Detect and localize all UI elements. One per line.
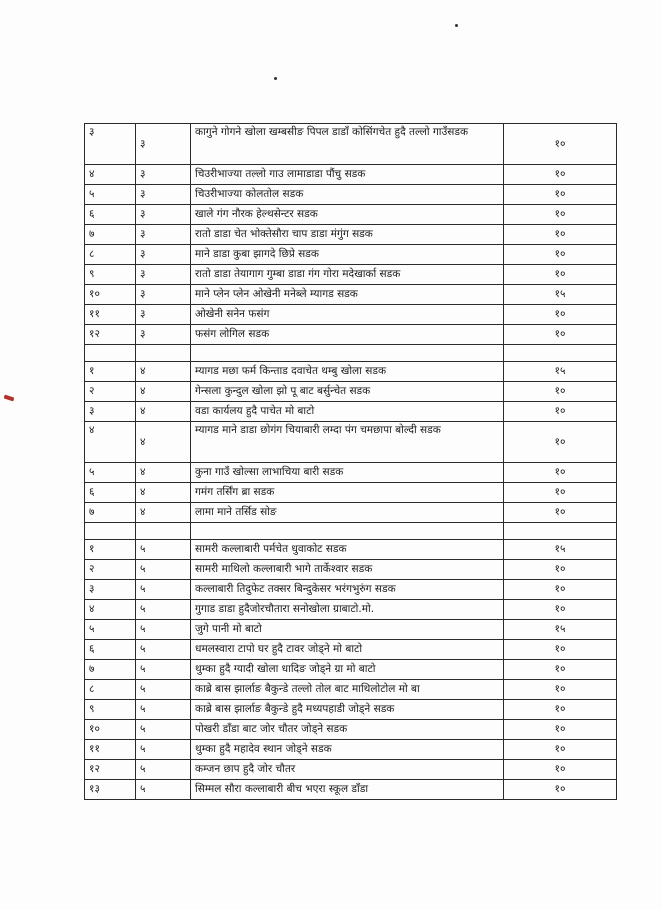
- project-name-cell: जुगे पानी मो बाटो: [191, 620, 504, 640]
- project-name-cell: गुगाड डाडा हुदैजोरचौतारा सनोखोला ग्राबाटो.मो.: [191, 600, 504, 620]
- ward-number-cell: ४: [136, 362, 191, 382]
- amount-cell: १०: [504, 503, 617, 523]
- project-name-cell: गमंग तर्सिंग ब्रा सडक: [191, 483, 504, 503]
- table-row: [85, 540, 617, 560]
- table-row: [85, 780, 617, 800]
- amount-cell: १०: [504, 483, 617, 503]
- project-name-cell: पोखरी डाँडा बाट जोर चौतर जोड्ने सडक: [191, 720, 504, 740]
- table-row: [85, 382, 617, 402]
- section-spacer-row: [85, 523, 617, 540]
- ward-number-cell: ३: [136, 265, 191, 285]
- serial-number-cell: ६: [85, 483, 136, 503]
- ward-number-cell: ३: [136, 245, 191, 265]
- ward-number-cell: ३: [136, 165, 191, 185]
- amount-cell: १०: [504, 402, 617, 422]
- serial-number-cell: ६: [85, 640, 136, 660]
- table-row: [85, 225, 617, 245]
- project-name-cell: वडा कार्यलय हुदै पाचेत मो बाटो: [191, 402, 504, 422]
- project-name-cell: सामरी माथिलो कल्लाबारी भागे तार्केश्वार सडक: [191, 560, 504, 580]
- amount-cell: १०: [504, 780, 617, 800]
- amount-cell: १०: [504, 245, 617, 265]
- table-row: [85, 660, 617, 680]
- table-row: [85, 422, 617, 463]
- amount-cell: १०: [504, 265, 617, 285]
- table-row: [85, 680, 617, 700]
- ward-number-cell: ५: [136, 760, 191, 780]
- serial-number-cell: २: [85, 560, 136, 580]
- serial-number-cell: ११: [85, 740, 136, 760]
- table-row: [85, 305, 617, 325]
- project-name-cell: कुना गाउँ खोल्सा लाभाचिया बारी सडक: [191, 463, 504, 483]
- serial-number-cell: २: [85, 382, 136, 402]
- ward-number-cell: ५: [136, 600, 191, 620]
- amount-cell: १०: [504, 382, 617, 402]
- empty-cell: [85, 523, 136, 540]
- serial-number-cell: ४: [85, 600, 136, 620]
- serial-number-cell: ७: [85, 503, 136, 523]
- amount-cell: १०: [504, 680, 617, 700]
- project-name-cell: फसंग लोगिल सडक: [191, 325, 504, 345]
- amount-cell: १०: [504, 463, 617, 483]
- ward-number-cell: ३: [136, 325, 191, 345]
- empty-cell: [85, 345, 136, 362]
- project-table: [84, 123, 617, 800]
- project-name-cell: ओखेनी सनेन फसंग: [191, 305, 504, 325]
- serial-number-cell: १२: [85, 760, 136, 780]
- table-row: [85, 483, 617, 503]
- serial-number-cell: १३: [85, 780, 136, 800]
- amount-cell: १०: [504, 205, 617, 225]
- ward-number-cell: ४: [136, 483, 191, 503]
- amount-cell: १०: [504, 760, 617, 780]
- ward-number-cell: ५: [136, 660, 191, 680]
- amount-cell: १०: [504, 600, 617, 620]
- project-name-cell: म्यागड मछा फर्म किन्ताड दवाचेत थम्बु खोला सडक: [191, 362, 504, 382]
- table-row: [85, 640, 617, 660]
- amount-cell: १०: [504, 305, 617, 325]
- ward-number-cell: ३: [136, 205, 191, 225]
- margin-mark: [4, 395, 15, 402]
- project-name-cell: माने प्लेन प्लेन ओखेनी मनेब्ले म्यागड सडक: [191, 285, 504, 305]
- table-row: [85, 700, 617, 720]
- ward-number-cell: ३: [136, 285, 191, 305]
- ward-number-cell: ५: [136, 540, 191, 560]
- amount-cell: १०: [504, 660, 617, 680]
- ward-number-cell: ५: [136, 640, 191, 660]
- table-row: [85, 265, 617, 285]
- ward-number-cell: ४: [136, 422, 191, 463]
- table-row: [85, 560, 617, 580]
- table-row: [85, 185, 617, 205]
- serial-number-cell: ४: [85, 422, 136, 463]
- serial-number-cell: ४: [85, 165, 136, 185]
- amount-cell: १०: [504, 580, 617, 600]
- table-row: [85, 402, 617, 422]
- project-name-cell: काब्रे बास झार्लाङ बैकुन्डे तल्लो तोल बाट माथिलोटोल मो बा: [191, 680, 504, 700]
- serial-number-cell: ७: [85, 660, 136, 680]
- empty-cell: [504, 523, 617, 540]
- amount-cell: १०: [504, 165, 617, 185]
- table-row: [85, 463, 617, 483]
- serial-number-cell: ५: [85, 463, 136, 483]
- project-name-cell: माने डाडा कुबा झागदे छिप्रे सडक: [191, 245, 504, 265]
- empty-cell: [504, 345, 617, 362]
- empty-cell: [136, 523, 191, 540]
- table-row: [85, 580, 617, 600]
- serial-number-cell: १०: [85, 285, 136, 305]
- serial-number-cell: १: [85, 362, 136, 382]
- scan-speck: [274, 77, 277, 80]
- project-name-cell: सामरी कल्लाबारी पर्मचेत धुवाकोट सडक: [191, 540, 504, 560]
- amount-cell: १०: [504, 185, 617, 205]
- table-row: [85, 245, 617, 265]
- serial-number-cell: ११: [85, 305, 136, 325]
- amount-cell: १५: [504, 620, 617, 640]
- serial-number-cell: ३: [85, 580, 136, 600]
- table-row: [85, 165, 617, 185]
- project-name-cell: कम्जन छाप हुदै जोर चौतर: [191, 760, 504, 780]
- project-name-cell: रातो डाडा तेयागाग गुम्बा डाडा गंग गोरा मदेखार्का सडक: [191, 265, 504, 285]
- project-name-cell: कागुने गोगने खोला खम्बसीङ पिपल डाडाँ कोसिंगचेत हुदै तल्लो गाउँसडक: [191, 124, 504, 165]
- table-row: [85, 362, 617, 382]
- ward-number-cell: ५: [136, 780, 191, 800]
- project-name-cell: चिउरीभाज्या तल्लो गाउ लामाडाडा पौंचु सडक: [191, 165, 504, 185]
- scan-speck: [455, 24, 458, 27]
- table-row: [85, 740, 617, 760]
- ward-number-cell: ४: [136, 402, 191, 422]
- serial-number-cell: ९: [85, 265, 136, 285]
- amount-cell: १०: [504, 740, 617, 760]
- project-name-cell: थुम्का हुदै ग्यादी खोला धादिङ जोड्ने ग्रा मो बाटो: [191, 660, 504, 680]
- serial-number-cell: ५: [85, 620, 136, 640]
- ward-number-cell: ५: [136, 700, 191, 720]
- amount-cell: १०: [504, 700, 617, 720]
- empty-cell: [136, 345, 191, 362]
- project-name-cell: कल्लाबारी तिदुफेट तक्सर बिन्दुकेसर भरंगभुरुंग सडक: [191, 580, 504, 600]
- project-name-cell: गेन्सला कुन्दुल खोला झो पू बाट बर्सुन्चेत सडक: [191, 382, 504, 402]
- serial-number-cell: १०: [85, 720, 136, 740]
- table-row: [85, 760, 617, 780]
- empty-cell: [191, 523, 504, 540]
- project-name-cell: सिम्मल सौरा कल्लाबारी बीच भएरा स्कूल डाँडा: [191, 780, 504, 800]
- ward-number-cell: ४: [136, 503, 191, 523]
- table-row: [85, 205, 617, 225]
- amount-cell: १०: [504, 640, 617, 660]
- empty-cell: [191, 345, 504, 362]
- project-name-cell: काब्रे बास झार्लाङ बैकुन्डे हुदै मध्यपहाडी जोड्ने सडक: [191, 700, 504, 720]
- table-row: [85, 503, 617, 523]
- project-name-cell: म्यागड माने डाडा छोगंग चियाबारी लम्दा पंग चमछापा बोल्दी सडक: [191, 422, 504, 463]
- project-name-cell: थुम्का हुदै महादेव स्थान जोड्ने सडक: [191, 740, 504, 760]
- ward-number-cell: ३: [136, 225, 191, 245]
- ward-number-cell: ५: [136, 740, 191, 760]
- ward-number-cell: ५: [136, 680, 191, 700]
- table-row: [85, 620, 617, 640]
- amount-cell: १०: [504, 225, 617, 245]
- ward-number-cell: ३: [136, 124, 191, 165]
- ward-number-cell: ३: [136, 185, 191, 205]
- serial-number-cell: १: [85, 540, 136, 560]
- serial-number-cell: १२: [85, 325, 136, 345]
- amount-cell: १०: [504, 325, 617, 345]
- project-name-cell: रातो डाडा चेत भोक्तेसौरा चाप डाडा मंगुंग सडक: [191, 225, 504, 245]
- amount-cell: १५: [504, 362, 617, 382]
- ward-number-cell: ५: [136, 580, 191, 600]
- project-name-cell: खाले गंग नौरक हेल्थसेन्टर सडक: [191, 205, 504, 225]
- amount-cell: १०: [504, 422, 617, 463]
- serial-number-cell: ८: [85, 245, 136, 265]
- ward-number-cell: ३: [136, 305, 191, 325]
- project-name-cell: लामा माने तर्सिड सोङ: [191, 503, 504, 523]
- serial-number-cell: ६: [85, 205, 136, 225]
- table-row: [85, 600, 617, 620]
- serial-number-cell: ५: [85, 185, 136, 205]
- amount-cell: १०: [504, 124, 617, 165]
- table-row: [85, 325, 617, 345]
- ward-number-cell: ४: [136, 382, 191, 402]
- ward-number-cell: ५: [136, 560, 191, 580]
- table-row: [85, 285, 617, 305]
- serial-number-cell: ९: [85, 700, 136, 720]
- amount-cell: १५: [504, 540, 617, 560]
- table-row: [85, 124, 617, 165]
- serial-number-cell: ३: [85, 402, 136, 422]
- ward-number-cell: ४: [136, 463, 191, 483]
- serial-number-cell: ३: [85, 124, 136, 165]
- amount-cell: १०: [504, 560, 617, 580]
- amount-cell: १५: [504, 285, 617, 305]
- serial-number-cell: ७: [85, 225, 136, 245]
- project-name-cell: चिउरीभाज्या कोलतोल सडक: [191, 185, 504, 205]
- project-name-cell: धमलस्वारा टापो घर हुदै टावर जोड्ने मो बाटो: [191, 640, 504, 660]
- serial-number-cell: ८: [85, 680, 136, 700]
- ward-number-cell: ५: [136, 720, 191, 740]
- section-spacer-row: [85, 345, 617, 362]
- ward-number-cell: ५: [136, 620, 191, 640]
- table-row: [85, 720, 617, 740]
- amount-cell: १०: [504, 720, 617, 740]
